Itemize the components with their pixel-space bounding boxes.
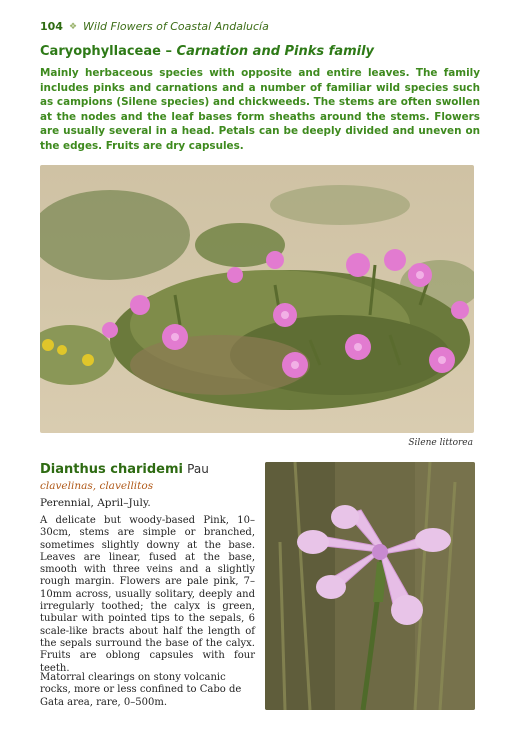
species-description: A delicate but woody-based Pink, 10–30cm, stems are simple or branched, sometimes slightly downy at the base. Leaves are linear, fused at the base, smooth with three veins and a slightly rough margin. Flowers are pale pink, 7–10mm across, usually solitary, deeply and irregularly toothed; the calyx is green, tubular with pointed tips to the sepals, 6 scale-like bracts about half the length of the sepals surround the base of the calyx. Fruits are oblong capsules with four teeth. bbox=[40, 515, 255, 674]
species-heading bbox=[40, 462, 209, 477]
family-dash: – bbox=[160, 44, 177, 59]
page-number: 104 bbox=[40, 20, 63, 33]
family-intro-text: Mainly herbaceous species with opposite and entire leaves. The family includes pinks and carnations and a number of familiar wild species such as campions (Silene species) and chickweeds. The stems are often swollen at the nodes and the leaf bases form sheaths around the stems. Flowers are usually several in a head. Petals can be deeply divided and uneven on the edges. Fruits are dry capsules. bbox=[40, 67, 480, 152]
family-scientific-name: Caryophyllaceae bbox=[40, 44, 161, 59]
book-title: Wild Flowers of Coastal Andalucía bbox=[83, 20, 269, 33]
ornament-icon: ❖ bbox=[68, 21, 78, 32]
species-author: Pau bbox=[187, 462, 209, 476]
species-habitat: Matorral clearings on stony volcanic rocks, more or less confined to Cabo de Gata area, rare, 0–500m. bbox=[40, 672, 242, 708]
running-head bbox=[40, 20, 269, 33]
species-common-names: clavelinas, clavellitos bbox=[40, 480, 154, 492]
dianthus-photo-image bbox=[265, 462, 475, 710]
family-common-name: Carnation and Pinks family bbox=[176, 44, 375, 59]
family-heading bbox=[40, 44, 490, 59]
silene-photo bbox=[40, 165, 474, 433]
species-lifecycle: Perennial, April–July. bbox=[40, 497, 151, 509]
silene-photo-image bbox=[40, 165, 474, 433]
silene-photo-caption: Silene littorea bbox=[408, 438, 473, 448]
dianthus-photo bbox=[265, 462, 475, 710]
species-scientific-name: Dianthus charidemi bbox=[40, 462, 183, 477]
